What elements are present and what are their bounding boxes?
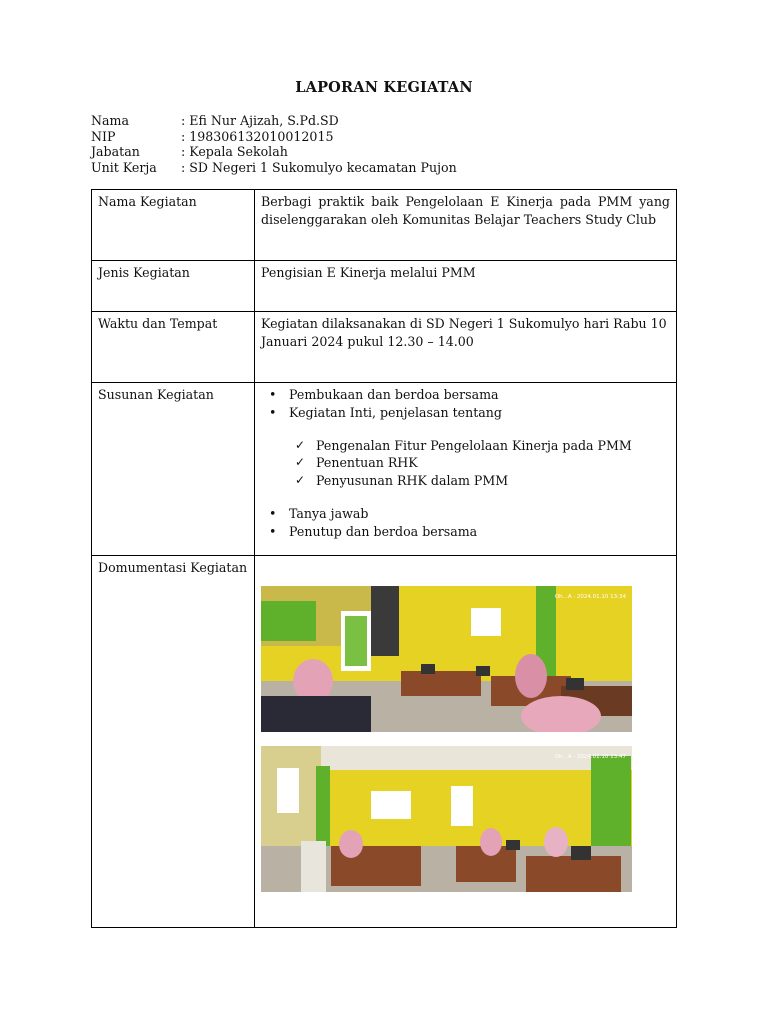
agenda-item: • Pembukaan dan berdoa bersama [261, 386, 670, 404]
activity-table [91, 189, 677, 928]
classroom-photo-1 [261, 586, 632, 732]
row-value: Kegiatan dilaksanakan di SD Negeri 1 Sukomulyo hari Rabu 10 Januari 2024 pukul 12.30 – 14.00 [255, 312, 677, 383]
identity-label: NIP [91, 128, 116, 144]
identity-label: Jabatan [91, 144, 140, 160]
identity-label: Unit Kerja [91, 160, 157, 176]
agenda-list [261, 386, 670, 422]
identity-row-unit-kerja [91, 160, 457, 176]
identity-value: : Kepala Sekolah [181, 144, 288, 160]
row-jenis-kegiatan [92, 261, 677, 312]
row-value: Berbagi praktik baik Pengelolaan E Kinerja pada PMM yang diselenggarakan oleh Komunitas Belajar Teachers Study Club [255, 190, 677, 261]
row-label: Nama Kegiatan [92, 190, 255, 261]
row-label: Susunan Kegiatan [92, 383, 255, 556]
activity-photo [261, 586, 632, 732]
identity-value: : Efi Nur Ajizah, S.Pd.SD [181, 113, 339, 128]
row-label: Waktu dan Tempat [92, 312, 255, 383]
row-waktu-tempat [92, 312, 677, 383]
identity-value: : 198306132010012015 [181, 128, 334, 144]
photo-timestamp: Oh...A · 2024.01.10 13:47 [554, 754, 626, 760]
identity-row-nama [91, 113, 457, 129]
row-value: Pengisian E Kinerja melalui PMM [255, 261, 677, 312]
agenda-subitem: ✓ Penentuan RHK [261, 454, 670, 472]
agenda-item: • Penutup dan berdoa bersama [261, 523, 670, 541]
agenda-item: • Tanya jawab [261, 505, 670, 523]
report-title: LAPORAN KEGIATAN [295, 79, 473, 96]
agenda-item: • Kegiatan Inti, penjelasan tentang [261, 404, 670, 422]
photo-timestamp: Oh...A · 2024.01.10 13:34 [554, 594, 626, 600]
agenda-subitems [261, 437, 670, 490]
row-susunan-kegiatan [92, 383, 677, 556]
identity-row-jabatan [91, 144, 457, 160]
row-label: Jenis Kegiatan [92, 261, 255, 312]
row-value [255, 383, 677, 556]
activity-photo [261, 746, 632, 892]
identity-block [91, 113, 457, 176]
identity-value: : SD Negeri 1 Sukomulyo kecamatan Pujon [181, 160, 457, 176]
row-dokumentasi [92, 556, 677, 928]
identity-label: Nama [91, 113, 129, 128]
agenda-list [261, 505, 670, 541]
agenda-subitem: ✓ Pengenalan Fitur Pengelolaan Kinerja pada PMM [261, 437, 670, 455]
row-nama-kegiatan [92, 190, 677, 261]
classroom-photo-2 [261, 746, 632, 892]
identity-row-nip [91, 129, 457, 145]
row-value [255, 556, 677, 928]
agenda-subitem: ✓ Penyusunan RHK dalam PMM [261, 472, 670, 490]
row-label: Domumentasi Kegiatan [92, 556, 255, 928]
